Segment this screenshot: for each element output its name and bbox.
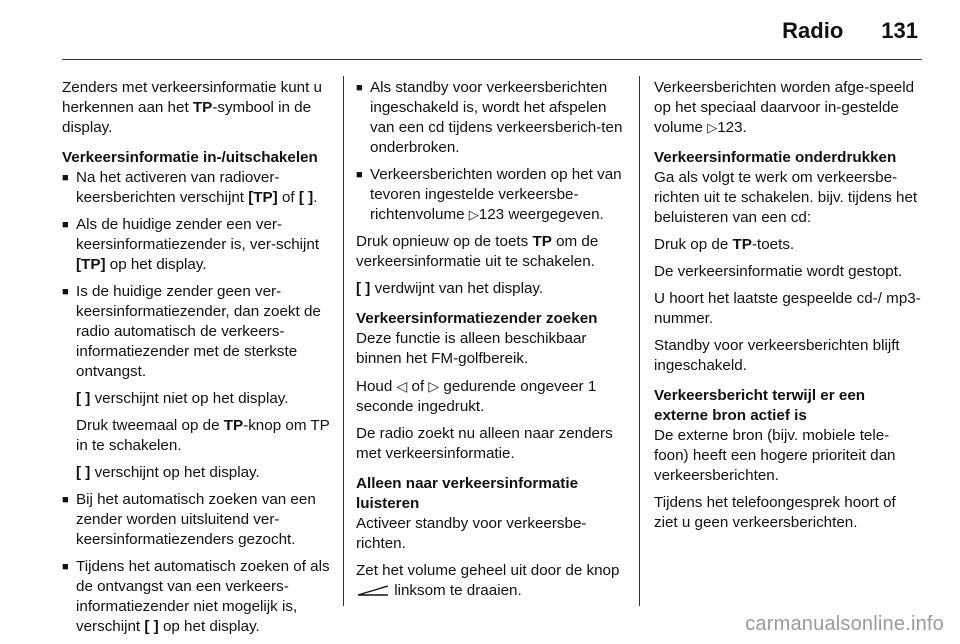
sub-paragraph: [ ] verschijnt op het display.: [76, 464, 260, 481]
column-divider: [639, 76, 640, 606]
section-title: Radio: [782, 18, 844, 43]
paragraph: Standby voor verkeersberichten blijft ingeschakeld.: [654, 337, 900, 374]
column-3: [654, 78, 922, 540]
watermark: carmanualsonline.info: [745, 613, 944, 635]
list-item: ■ Bij het automatisch zoeken van een zender worden uitsluitend ver-keersinformatiezenders gezocht.: [62, 490, 330, 550]
header-rule: [62, 59, 922, 60]
paragraph: De radio zoekt nu alleen naar zenders met verkeersinformatie.: [356, 425, 613, 462]
page-header: [0, 18, 918, 44]
paragraph: Ga als volgt te werk om verkeersbe-richten uit te schakelen. bijv. tijdens het beluisteren van een cd:: [654, 169, 918, 226]
list-item: ■ Is de huidige zender geen ver-keersinformatiezender, dan zoekt de radio automatisch de verkeers-informatiezender met de sterkste ontvangst.: [62, 282, 330, 382]
paragraph: Houd ◁ of ▷ gedurende ongeveer 1 seconde ingedrukt.: [356, 378, 597, 415]
paragraph: [ ] verdwijnt van het display.: [356, 280, 544, 297]
column-2: [356, 78, 624, 608]
list-item: ■ Als standby voor verkeersberichten ingeschakeld is, wordt het afspelen van een cd tijdens verkeersberich-ten onderbroken.: [356, 78, 624, 158]
sub-paragraph: [ ] verschijnt niet op het display.: [76, 390, 289, 407]
paragraph: U hoort het laatste gespeelde cd-/ mp3-nummer.: [654, 290, 921, 327]
page-number: 131: [881, 18, 918, 43]
sub-paragraph: Druk tweemaal op de TP-knop om TP in te schakelen.: [76, 417, 330, 454]
page-reference-icon: ▷: [468, 207, 479, 222]
heading-external-source: Verkeersbericht terwijl er een externe bron actief is: [654, 387, 866, 424]
paragraph: Verkeersberichten worden afge-speeld op het speciaal daarvoor in-gestelde volume ▷123.: [654, 79, 915, 136]
heading-station-search: Verkeersinformatiezender zoeken: [356, 310, 598, 327]
heading-traffic-info-toggle: Verkeersinformatie in-/uitschakelen: [62, 149, 318, 166]
page-reference-icon: ▷: [707, 120, 718, 135]
paragraph: Deze functie is alleen beschikbaar binnen het FM-golfbereik.: [356, 330, 587, 367]
paragraph: Druk op de TP-toets.: [654, 236, 795, 253]
paragraph: Tijdens het telefoongesprek hoort of ziet u geen verkeersberichten.: [654, 494, 896, 531]
heading-suppress-traffic: Verkeersinformatie onderdrukken: [654, 149, 897, 166]
intro-paragraph: Zenders met verkeersinformatie kunt u herkennen aan het TP-symbool in de display.: [62, 79, 322, 136]
column-1: [62, 78, 330, 644]
paragraph: De externe bron (bijv. mobiele tele-foon) heeft een hogere prioriteit dan verkeersberichten.: [654, 427, 896, 484]
list-item: ■ Tijdens het automatisch zoeken of als de ontvangst van een verkeers-informatiezender niet mogelijk is, verschijnt [ ] op het display.: [62, 557, 330, 637]
seek-left-icon: ◁: [396, 378, 408, 394]
paragraph: De verkeersinformatie wordt gestopt.: [654, 263, 903, 280]
list-item: ■ Verkeersberichten worden op het van tevoren ingestelde verkeersbe-richtenvolume ▷123 weergegeven.: [356, 165, 624, 225]
column-divider: [343, 76, 344, 606]
list-item: ■ Als de huidige zender een ver-keersinformatiezender is, ver-schijnt [TP] op het display.: [62, 215, 330, 275]
heading-traffic-only: Alleen naar verkeersinformatie luisteren: [356, 475, 579, 512]
paragraph: Activeer standby voor verkeersbe-richten.: [356, 515, 587, 552]
volume-knob-icon: [356, 583, 390, 597]
list-item: ■ Na het activeren van radiover-keersberichten verschijnt [TP] of [ ].: [62, 168, 330, 208]
paragraph: Zet het volume geheel uit door de knop linksom te draaien.: [356, 562, 620, 599]
paragraph: Druk opnieuw op de toets TP om de verkeersinformatie uit te schakelen.: [356, 233, 599, 270]
seek-right-icon: ▷: [428, 378, 440, 394]
